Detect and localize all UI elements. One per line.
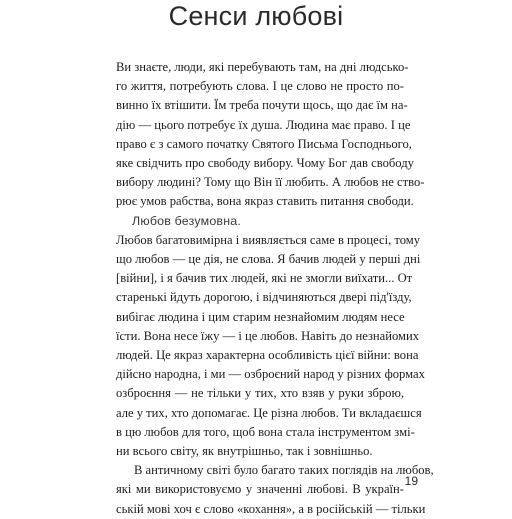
text-line: але у тих, хто допомагає. Це різна любов. Ти вкладаєшся: [116, 405, 422, 420]
text-line: рює умов рабства, вона якраз ставить питання свободи.: [116, 194, 414, 209]
text-line: їсти. Вона несе їжу — і це любов. Навіть до незнайомих: [116, 328, 420, 343]
text-line: право є з самого початку Святого Письма Господнього,: [116, 136, 412, 151]
paragraph-1: [116, 58, 425, 212]
text-line: ни всього світу, як внутрішньо, так і зовнішньо.: [116, 444, 373, 459]
text-line: [війни], і я бачив тих людей, які не змогли виїхати... От: [116, 271, 413, 286]
text-line: ській мові хоч є слово «кохання», а в російській — тільки: [116, 501, 426, 516]
text-line: Любов багатовимірна і виявляється саме в процесі, тому: [116, 232, 421, 247]
page-number: 19: [404, 474, 418, 488]
text-line: вибору людині? Тому що Він її любить. А любов не ство-: [116, 175, 425, 190]
text-line: дію — цього потребує їх душа. Людина має право. І це: [116, 117, 411, 132]
text-line: винно їх втішити. Їм треба почути щось, що дає їм на-: [116, 98, 408, 113]
text-line: го життя, потребують слова. І це слово не просто по-: [116, 79, 404, 94]
text-line: в цю любов для того, щоб вона стала інструментом змі-: [116, 424, 415, 439]
text-line: людей. Це якраз характерна особливість цієї війни: вона: [116, 348, 419, 363]
text-line: які ми використовуємо у значенні любові. В україн-: [116, 482, 404, 497]
text-line: вибігає людина і цим старим незнайомим людям несе: [116, 309, 405, 324]
text-line: озброєння — не тільки у тих, хто взяв у руки зброю,: [116, 386, 404, 401]
text-line: дійсно народна, і ми — озброєний народ у різних формах: [116, 367, 425, 382]
text-line: що любов — це дія, не слова. Я бачив людей у перші дні: [116, 252, 421, 267]
paragraph-2: [116, 231, 425, 461]
chapter-title: Сенси любові: [168, 1, 344, 31]
text-line: В античному світі було багато таких поглядів на любов,: [134, 463, 434, 478]
section-subheading: Любов безумовна.: [132, 213, 241, 228]
text-line: яке свідчить про свободу вибору. Чому Бог дав свободу: [116, 156, 414, 171]
text-line: Ви знаєте, люди, які перебувають там, на дні людсько-: [116, 60, 409, 74]
text-line: старенькі йдуть дорогою, і відчиняються двері під'їзду,: [116, 290, 412, 305]
